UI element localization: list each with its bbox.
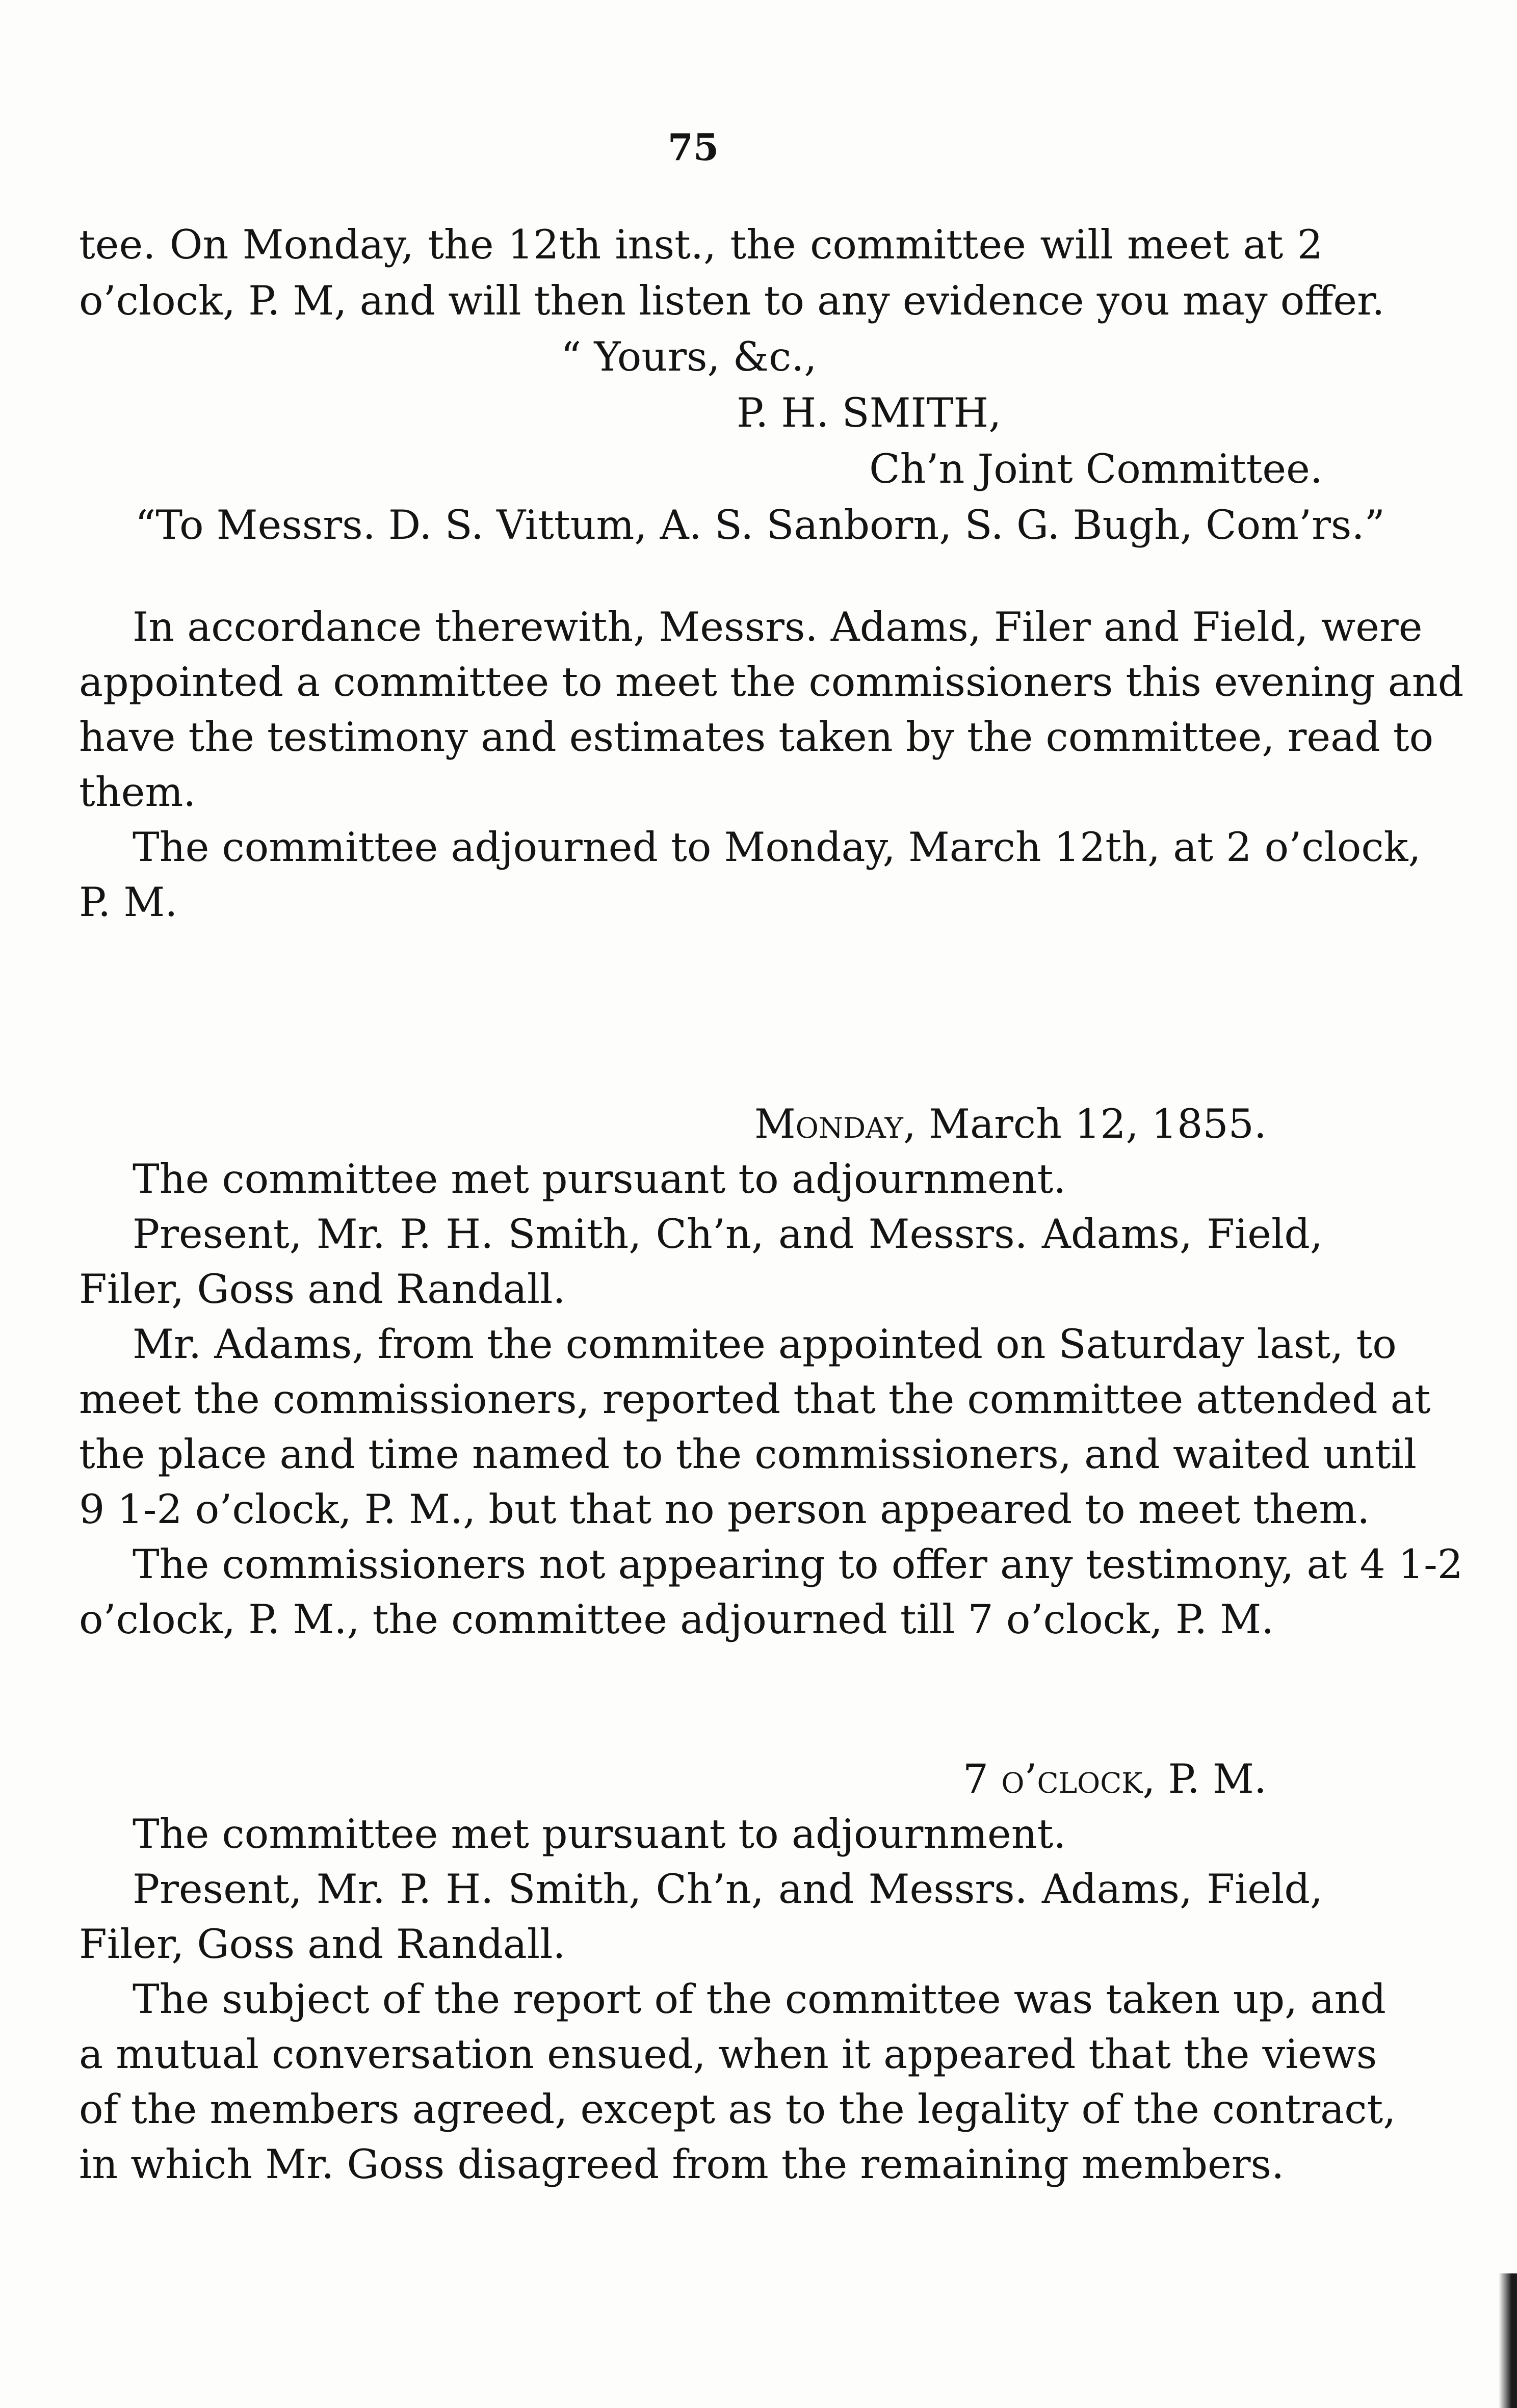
- paragraph-line: meet the commissioners, reported that the committee attended at: [79, 1376, 1431, 1423]
- dateline-date: , March 12, 1855.: [903, 1101, 1267, 1147]
- paragraph-line: The subject of the report of the committee was taken up, and: [133, 1976, 1386, 2023]
- letter-line: o’clock, P. M, and will then listen to any evidence you may offer.: [79, 277, 1385, 324]
- paragraph-line: The committee met pursuant to adjournment.: [133, 1156, 1066, 1202]
- dateline-day: Monday: [754, 1101, 903, 1147]
- paragraph-line: them.: [79, 769, 196, 816]
- paragraph-line: Present, Mr. P. H. Smith, Ch’n, and Messrs. Adams, Field,: [133, 1211, 1323, 1258]
- dateline-monday: [79, 1098, 1267, 1149]
- paragraph-line: The committee adjourned to Monday, March 12th, at 2 o’clock,: [133, 824, 1421, 871]
- dateline-evening: [79, 1753, 1267, 1804]
- signature-name: P. H. SMITH,: [737, 389, 1002, 436]
- paragraph-line: the place and time named to the commissioners, and waited until: [79, 1431, 1417, 1478]
- paragraph-line: have the testimony and estimates taken by the committee, read to: [79, 714, 1434, 761]
- paragraph-line: The committee met pursuant to adjournment.: [133, 1811, 1066, 1857]
- scan-edge-shadow: [1499, 2273, 1517, 2408]
- paragraph-line: Mr. Adams, from the commitee appointed on Saturday last, to: [133, 1321, 1397, 1368]
- dateline-oclock: o’clock: [1001, 1756, 1143, 1802]
- paragraph-line: o’clock, P. M., the committee adjourned till 7 o’clock, P. M.: [79, 1596, 1274, 1643]
- paragraph-line: P. M.: [79, 879, 178, 926]
- letter-addressee: “To Messrs. D. S. Vittum, A. S. Sanborn, S. G. Bugh, Com’rs.”: [135, 502, 1385, 548]
- paragraph-line: Filer, Goss and Randall.: [79, 1266, 566, 1313]
- paragraph-line: Present, Mr. P. H. Smith, Ch’n, and Messrs. Adams, Field,: [133, 1866, 1323, 1913]
- paragraph-line: In accordance therewith, Messrs. Adams, Filer and Field, were: [133, 604, 1423, 650]
- paragraph-line: Filer, Goss and Randall.: [79, 1921, 566, 1968]
- page-number: 75: [667, 125, 719, 169]
- signature-title: Ch’n Joint Committee.: [869, 446, 1323, 492]
- paragraph-line: of the members agreed, except as to the legality of the contract,: [79, 2086, 1396, 2133]
- paragraph-line: The commissioners not appearing to offer any testimony, at 4 1-2: [133, 1541, 1463, 1588]
- paragraph-line: 9 1-2 o’clock, P. M., but that no person appeared to meet them.: [79, 1486, 1370, 1533]
- paragraph-line: appointed a committee to meet the commissioners this evening and: [79, 659, 1464, 705]
- dateline-hour: 7: [962, 1756, 989, 1802]
- letter-closing: “ Yours, &c.,: [561, 333, 817, 380]
- letter-line: tee. On Monday, the 12th inst., the committee will meet at 2: [79, 221, 1323, 268]
- dateline-suffix: , P. M.: [1142, 1756, 1267, 1802]
- paragraph-line: a mutual conversation ensued, when it appeared that the views: [79, 2031, 1377, 2078]
- paragraph-line: in which Mr. Goss disagreed from the remaining members.: [79, 2141, 1285, 2188]
